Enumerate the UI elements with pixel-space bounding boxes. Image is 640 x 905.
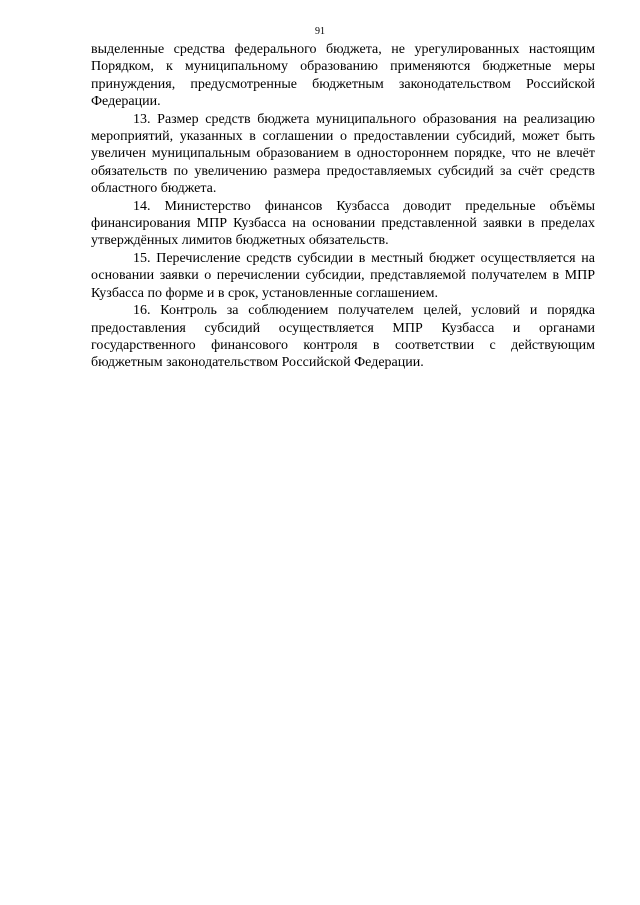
document-body <box>91 41 595 372</box>
page-number: 91 <box>315 26 325 37</box>
paragraph-15: 15. Перечисление средств субсидии в местный бюджет осуществляется на основании заявки о перечислении субсидии, представляемой получателем в МПР Кузбасса по форме и в срок, установленные соглашением. <box>91 250 595 301</box>
paragraph-14: 14. Министерство финансов Кузбасса доводит предельные объёмы финансирования МПР Кузбасса на основании представленной заявки в пределах утверждённых лимитов бюджетных обязательств. <box>91 198 595 249</box>
paragraph-continuation: выделенные средства федерального бюджета, не урегулированных настоящим Порядком, к муниципальному образованию применяются бюджетные меры принуждения, предусмотренные бюджетным законодательством Российской Федерации. <box>91 42 595 110</box>
paragraph-16: 16. Контроль за соблюдением получателем целей, условий и порядка предоставления субсидий осуществляется МПР Кузбасса и органами государственного финансового контроля в соответствии с действующим бюджетным законодательством Российской Федерации. <box>91 303 595 371</box>
paragraph-13: 13. Размер средств бюджета муниципального образования на реализацию мероприятий, указанных в соглашении о предоставлении субсидий, может быть увеличен муниципальным образованием в одностороннем порядке, что не влечёт обязательств по увеличению размера предоставляемых субсидий за счёт средств областного бюджета. <box>91 111 595 197</box>
